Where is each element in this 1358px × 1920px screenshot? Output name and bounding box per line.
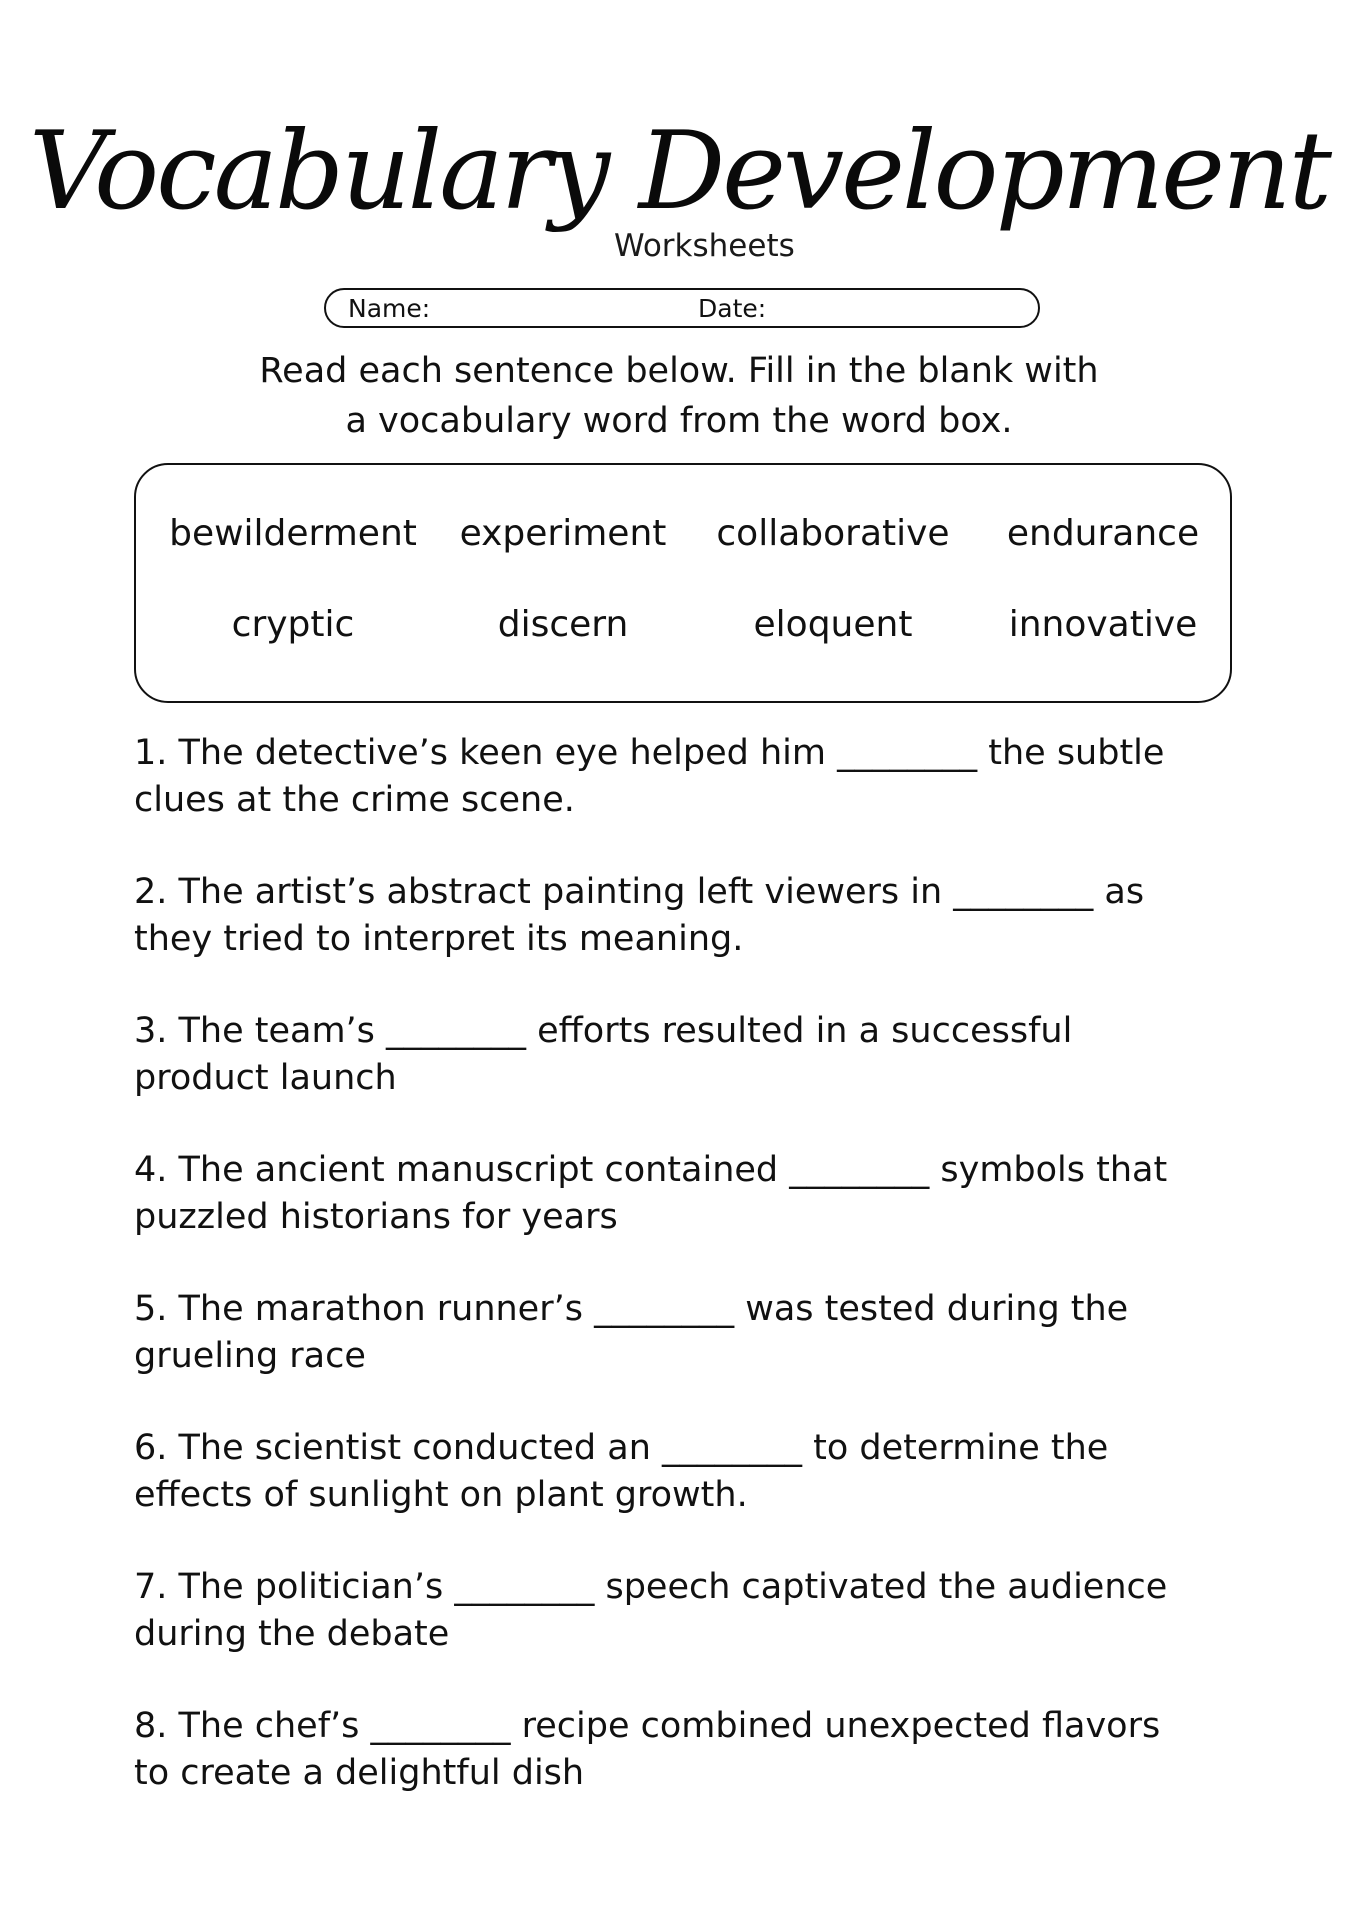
question-line-1: 3. The team’s ________ efforts resulted in a successful <box>134 1011 1073 1051</box>
question-line-1: 1. The detective’s keen eye helped him ________ the subtle <box>134 733 1165 773</box>
instructions <box>150 346 1208 446</box>
word-box <box>134 463 1232 703</box>
name-label: Name: <box>348 294 431 323</box>
question-line-2: puzzled historians for years <box>134 1197 618 1237</box>
word-box-item: eloquent <box>753 604 913 645</box>
question-line-2: they tried to interpret its meaning. <box>134 919 744 959</box>
question-line-1: 6. The scientist conducted an ________ to determine the <box>134 1428 1109 1468</box>
word-box-item: innovative <box>1008 604 1198 645</box>
instructions-line-1: Read each sentence below. Fill in the blank with <box>259 351 1099 391</box>
question-item <box>134 730 1234 869</box>
question-item <box>134 1703 1234 1842</box>
question-line-1: 2. The artist’s abstract painting left viewers in ________ as <box>134 872 1145 912</box>
question-list <box>134 730 1234 1842</box>
name-date-bar <box>324 288 1040 328</box>
question-line-1: 7. The politician’s ________ speech captivated the audience <box>134 1567 1168 1607</box>
question-line-2: grueling race <box>134 1336 366 1376</box>
question-line-2: clues at the crime scene. <box>134 780 575 820</box>
word-box-item: bewilderment <box>169 513 417 554</box>
question-item <box>134 1008 1234 1147</box>
word-box-item: discern <box>497 604 629 645</box>
instructions-line-2: a vocabulary word from the word box. <box>345 401 1013 441</box>
worksheet-subtitle: Worksheets <box>614 228 795 264</box>
question-line-1: 5. The marathon runner’s ________ was tested during the <box>134 1289 1129 1329</box>
question-line-2: during the debate <box>134 1614 450 1654</box>
question-item <box>134 869 1234 1008</box>
question-line-2: effects of sunlight on plant growth. <box>134 1475 748 1515</box>
question-item <box>134 1147 1234 1286</box>
question-item <box>134 1286 1234 1425</box>
question-line-2: to create a delightful dish <box>134 1753 585 1793</box>
question-item <box>134 1564 1234 1703</box>
question-item <box>134 1425 1234 1564</box>
word-box-item: endurance <box>1006 513 1200 554</box>
question-line-2: product launch <box>134 1058 397 1098</box>
word-box-item: cryptic <box>231 604 355 645</box>
question-line-1: 8. The chef’s ________ recipe combined unexpected flavors <box>134 1706 1161 1746</box>
question-line-1: 4. The ancient manuscript contained ________ symbols that <box>134 1150 1168 1190</box>
worksheet-title: Vocabulary Development <box>29 109 1329 234</box>
word-box-item: experiment <box>459 513 667 554</box>
date-label: Date: <box>698 294 767 323</box>
word-box-item: collaborative <box>716 513 950 554</box>
